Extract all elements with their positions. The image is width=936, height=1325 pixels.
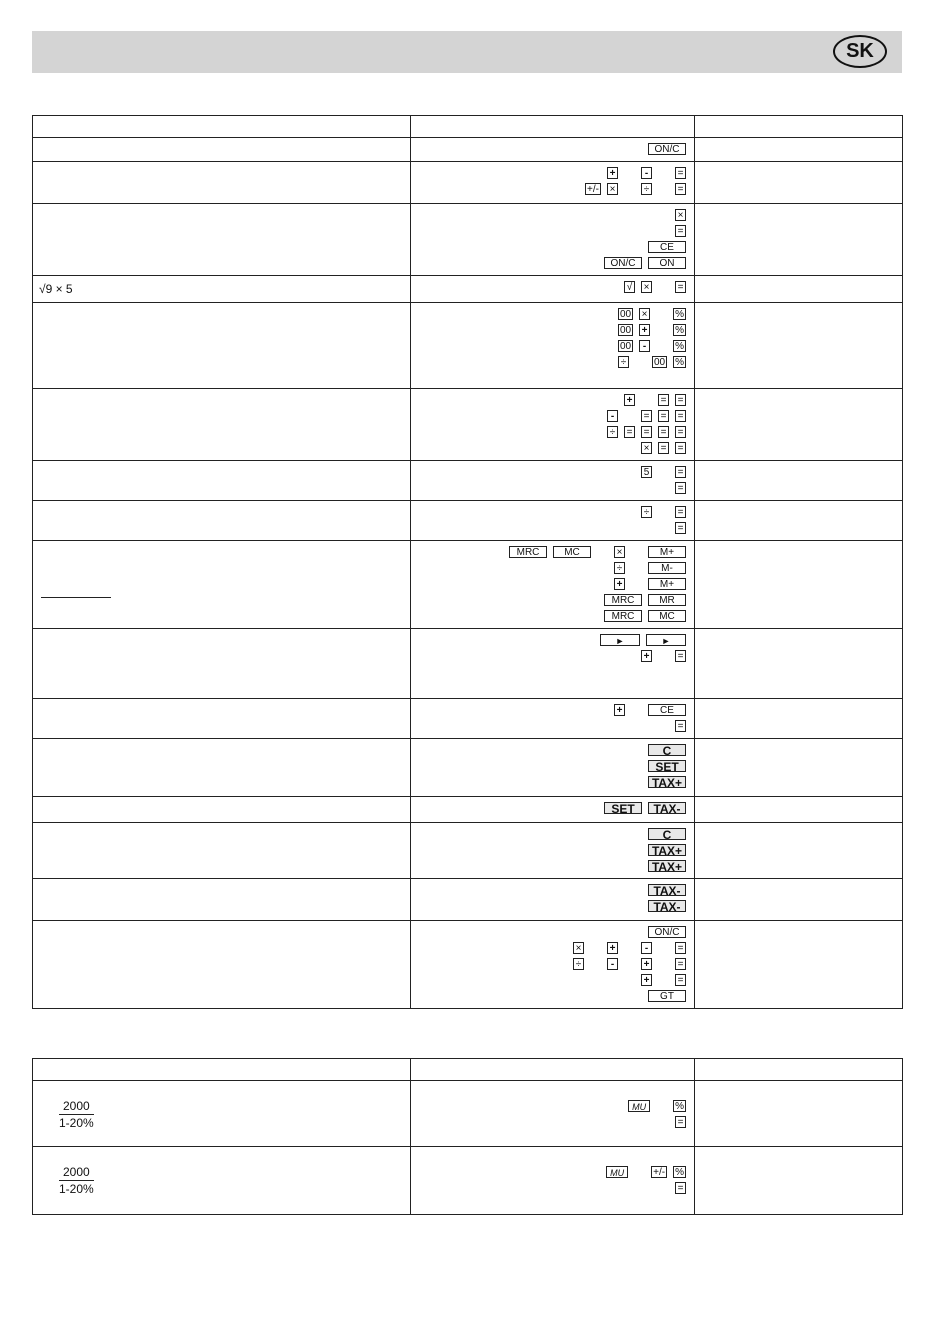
key-row bbox=[675, 1181, 686, 1195]
display-cell bbox=[695, 116, 903, 138]
table-row bbox=[33, 629, 903, 699]
calculator-key: + bbox=[614, 578, 625, 590]
key-row bbox=[648, 743, 686, 757]
calculator-key: +/- bbox=[587, 184, 599, 195]
calculator-key: MR bbox=[648, 594, 686, 606]
calculator-key: 00 bbox=[619, 325, 632, 336]
table-row bbox=[33, 797, 903, 823]
calculator-key: = bbox=[675, 720, 686, 732]
key-row bbox=[614, 577, 686, 591]
calculator-key: = bbox=[658, 442, 669, 454]
calculator-key: MRC bbox=[604, 594, 642, 606]
calculator-key: - bbox=[641, 942, 652, 954]
key-row bbox=[648, 240, 686, 254]
display-cell bbox=[695, 501, 903, 541]
keystroke-cell bbox=[411, 303, 695, 389]
key-row bbox=[585, 182, 686, 196]
calculator-key: = bbox=[675, 958, 686, 970]
calculator-key: = bbox=[641, 410, 652, 422]
calculator-key: = bbox=[675, 410, 686, 422]
key-sequence bbox=[411, 204, 694, 273]
calculator-key: 00 bbox=[619, 309, 632, 320]
display-cell bbox=[695, 699, 903, 739]
operation-cell bbox=[33, 823, 411, 879]
table-row bbox=[33, 116, 903, 138]
operation-cell bbox=[33, 276, 411, 303]
calculator-key: ON/C bbox=[648, 926, 686, 938]
table-row bbox=[33, 303, 903, 389]
operation-cell bbox=[33, 541, 411, 629]
underline-mark bbox=[41, 597, 111, 598]
key-row bbox=[604, 256, 686, 270]
table-row bbox=[33, 501, 903, 541]
calculator-key: - bbox=[607, 958, 618, 970]
key-row bbox=[604, 593, 686, 607]
key-row bbox=[675, 1115, 686, 1129]
calculator-key: % bbox=[675, 357, 684, 368]
calculator-key: = bbox=[675, 650, 686, 662]
calculator-key: + bbox=[607, 167, 618, 179]
table-row bbox=[33, 276, 903, 303]
calculator-key: TAX+ bbox=[648, 844, 686, 856]
key-sequence bbox=[411, 276, 694, 297]
calculator-key: + bbox=[641, 974, 652, 986]
display-cell bbox=[695, 276, 903, 303]
calculator-key: ► bbox=[600, 634, 640, 646]
keystroke-cell bbox=[411, 699, 695, 739]
display-cell bbox=[695, 1147, 903, 1215]
keystroke-cell bbox=[411, 797, 695, 823]
operation-cell bbox=[33, 138, 411, 162]
key-sequence bbox=[411, 116, 694, 123]
calculator-key: M- bbox=[648, 562, 686, 574]
calculator-key: = bbox=[675, 466, 686, 478]
calculator-key: MC bbox=[648, 610, 686, 622]
key-row bbox=[618, 307, 686, 321]
key-row bbox=[648, 899, 686, 913]
key-sequence bbox=[411, 921, 694, 1006]
display-cell bbox=[695, 629, 903, 699]
calculator-key: + bbox=[641, 650, 652, 662]
calculator-key: MRC bbox=[604, 610, 642, 622]
key-row bbox=[624, 280, 686, 294]
calculator-key: ON/C bbox=[648, 143, 686, 155]
calculator-key: × bbox=[641, 442, 652, 454]
calculator-key: = bbox=[658, 410, 669, 422]
display-cell bbox=[695, 739, 903, 797]
table-row bbox=[33, 739, 903, 797]
key-row bbox=[624, 393, 686, 407]
operation-cell bbox=[33, 461, 411, 501]
calculator-key: M+ bbox=[648, 578, 686, 590]
operation-cell bbox=[33, 1147, 411, 1215]
table-row bbox=[33, 204, 903, 276]
key-row bbox=[675, 481, 686, 495]
calculator-key: 5 bbox=[641, 466, 652, 478]
calculator-key: M+ bbox=[648, 546, 686, 558]
calculator-key: 00 bbox=[619, 341, 632, 352]
key-sequence bbox=[411, 699, 694, 736]
key-sequence bbox=[411, 541, 694, 626]
key-sequence bbox=[411, 797, 694, 818]
calculator-key: MU bbox=[606, 1166, 628, 1178]
operation-cell bbox=[33, 629, 411, 699]
calculator-key: TAX- bbox=[648, 884, 686, 896]
calculator-key: = bbox=[658, 394, 669, 406]
calculator-key: ÷ bbox=[614, 562, 625, 574]
key-row bbox=[641, 505, 686, 519]
keystroke-cell bbox=[411, 1147, 695, 1215]
key-sequence bbox=[411, 461, 694, 498]
key-row bbox=[604, 609, 686, 623]
table-row bbox=[33, 389, 903, 461]
key-row bbox=[675, 521, 686, 535]
calculator-key: ON/C bbox=[604, 257, 642, 269]
display-cell bbox=[695, 797, 903, 823]
key-sequence bbox=[411, 739, 694, 792]
key-row bbox=[648, 843, 686, 857]
key-row bbox=[600, 633, 686, 647]
key-row bbox=[648, 859, 686, 873]
key-row bbox=[648, 142, 686, 156]
keystroke-cell bbox=[411, 138, 695, 162]
calculator-key: = bbox=[641, 426, 652, 438]
calculator-key: C bbox=[648, 828, 686, 840]
calculator-key: = bbox=[675, 394, 686, 406]
key-row bbox=[607, 425, 686, 439]
calculator-key: CE bbox=[648, 704, 686, 716]
table-row bbox=[33, 1059, 903, 1081]
calculator-key: SET bbox=[648, 760, 686, 772]
calculator-key: = bbox=[675, 442, 686, 454]
calculator-key: - bbox=[639, 340, 650, 352]
operation-cell bbox=[33, 1081, 411, 1147]
table-row bbox=[33, 699, 903, 739]
calculator-key: = bbox=[675, 281, 686, 293]
keystroke-cell bbox=[411, 501, 695, 541]
operation-label: √9 × 5 bbox=[39, 282, 73, 296]
table-row bbox=[33, 1147, 903, 1215]
table-row bbox=[33, 138, 903, 162]
key-row bbox=[573, 957, 686, 971]
calculator-key: = bbox=[675, 1116, 686, 1128]
calculator-key: × bbox=[639, 308, 650, 320]
key-row bbox=[618, 339, 686, 353]
fraction-numerator: 2000 bbox=[59, 1165, 94, 1181]
keystroke-cell bbox=[411, 739, 695, 797]
key-row bbox=[614, 703, 686, 717]
operation-cell bbox=[33, 501, 411, 541]
calculator-key: = bbox=[675, 225, 686, 237]
calculator-key: ► bbox=[646, 634, 686, 646]
table-row bbox=[33, 823, 903, 879]
keystroke-cell bbox=[411, 461, 695, 501]
key-sequence bbox=[411, 1081, 694, 1132]
calculator-key: % bbox=[675, 309, 684, 320]
key-sequence bbox=[411, 501, 694, 538]
calculator-key: - bbox=[607, 410, 618, 422]
calculator-key: MU bbox=[628, 1100, 650, 1112]
operation-cell bbox=[33, 204, 411, 276]
calculator-key: = bbox=[658, 426, 669, 438]
key-row bbox=[607, 166, 686, 180]
key-row bbox=[606, 1165, 686, 1179]
key-sequence bbox=[411, 303, 694, 372]
key-row bbox=[641, 441, 686, 455]
operation-cell bbox=[33, 162, 411, 204]
table-row bbox=[33, 1081, 903, 1147]
key-row bbox=[675, 224, 686, 238]
key-sequence bbox=[411, 629, 694, 666]
operation-cell bbox=[33, 921, 411, 1009]
calculator-key: +/- bbox=[653, 1167, 666, 1178]
calculator-key: × bbox=[614, 546, 625, 558]
calculator-key: TAX- bbox=[648, 802, 686, 814]
key-row bbox=[628, 1099, 686, 1113]
calculator-key: = bbox=[675, 942, 686, 954]
operation-cell bbox=[33, 797, 411, 823]
display-cell bbox=[695, 879, 903, 921]
header-bar bbox=[32, 31, 902, 73]
fraction-denominator: 1-20% bbox=[59, 1182, 94, 1196]
key-row bbox=[648, 883, 686, 897]
calculator-key: GT bbox=[648, 990, 686, 1002]
display-cell bbox=[695, 461, 903, 501]
calculator-key: + bbox=[639, 324, 650, 336]
table-row bbox=[33, 461, 903, 501]
calculator-key: SET bbox=[604, 802, 642, 814]
key-row bbox=[648, 759, 686, 773]
key-row bbox=[675, 719, 686, 733]
keystroke-cell bbox=[411, 541, 695, 629]
key-row bbox=[618, 323, 686, 337]
display-cell bbox=[695, 389, 903, 461]
key-row bbox=[648, 775, 686, 789]
key-sequence bbox=[411, 879, 694, 916]
operation-cell bbox=[33, 1059, 411, 1081]
language-badge: SK bbox=[833, 35, 887, 68]
keystroke-cell bbox=[411, 204, 695, 276]
calculator-key: = bbox=[675, 1182, 686, 1194]
keystroke-cell bbox=[411, 1081, 695, 1147]
operation-cell bbox=[33, 699, 411, 739]
key-row bbox=[641, 973, 686, 987]
calculator-key: ON bbox=[648, 257, 686, 269]
keystroke-cell bbox=[411, 879, 695, 921]
calculator-key: CE bbox=[648, 241, 686, 253]
keystroke-cell bbox=[411, 921, 695, 1009]
calculator-key: = bbox=[675, 183, 686, 195]
calculator-key: + bbox=[624, 394, 635, 406]
calculator-key: + bbox=[607, 942, 618, 954]
operations-table bbox=[32, 115, 903, 1009]
display-cell bbox=[695, 303, 903, 389]
keystroke-cell bbox=[411, 629, 695, 699]
operation-cell bbox=[33, 116, 411, 138]
calculator-key: C bbox=[648, 744, 686, 756]
fraction-numerator: 2000 bbox=[59, 1099, 94, 1115]
calculator-key: % bbox=[675, 1101, 684, 1112]
calculator-key: √ bbox=[624, 281, 635, 293]
calculator-key: % bbox=[675, 1167, 684, 1178]
keystroke-cell bbox=[411, 1059, 695, 1081]
calculator-key: + bbox=[641, 958, 652, 970]
display-cell bbox=[695, 1081, 903, 1147]
key-sequence bbox=[411, 162, 694, 199]
key-sequence bbox=[411, 389, 694, 458]
display-cell bbox=[695, 1059, 903, 1081]
calculator-key: MRC bbox=[509, 546, 547, 558]
calculator-key: = bbox=[675, 167, 686, 179]
calculator-key: × bbox=[607, 183, 618, 195]
key-sequence bbox=[411, 823, 694, 876]
operation-cell bbox=[33, 739, 411, 797]
calculator-key: × bbox=[573, 942, 584, 954]
calculator-key: = bbox=[675, 974, 686, 986]
calculator-key: = bbox=[675, 482, 686, 494]
calculator-key: - bbox=[641, 167, 652, 179]
markup-table bbox=[32, 1058, 903, 1215]
table-row bbox=[33, 541, 903, 629]
operation-cell bbox=[33, 303, 411, 389]
keystroke-cell bbox=[411, 116, 695, 138]
key-sequence bbox=[411, 1147, 694, 1198]
operation-cell bbox=[33, 879, 411, 921]
display-cell bbox=[695, 138, 903, 162]
key-row bbox=[675, 208, 686, 222]
calculator-key: + bbox=[614, 704, 625, 716]
key-row bbox=[641, 649, 686, 663]
key-row bbox=[607, 409, 686, 423]
fraction bbox=[33, 1081, 94, 1130]
calculator-key: TAX+ bbox=[648, 776, 686, 788]
calculator-key: = bbox=[675, 506, 686, 518]
key-row bbox=[648, 827, 686, 841]
calculator-key: % bbox=[675, 325, 684, 336]
operation-cell bbox=[33, 389, 411, 461]
keystroke-cell bbox=[411, 276, 695, 303]
table-row bbox=[33, 879, 903, 921]
fraction bbox=[33, 1147, 94, 1196]
calculator-key: = bbox=[675, 522, 686, 534]
calculator-key: MC bbox=[553, 546, 591, 558]
display-cell bbox=[695, 541, 903, 629]
keystroke-cell bbox=[411, 162, 695, 204]
key-row bbox=[614, 561, 686, 575]
calculator-key: TAX+ bbox=[648, 860, 686, 872]
key-row bbox=[573, 941, 686, 955]
calculator-key: % bbox=[675, 341, 684, 352]
key-row bbox=[604, 801, 686, 815]
calculator-key: TAX- bbox=[648, 900, 686, 912]
calculator-key: ÷ bbox=[641, 183, 652, 195]
calculator-key: ÷ bbox=[641, 506, 652, 518]
keystroke-cell bbox=[411, 389, 695, 461]
calculator-key: 00 bbox=[653, 357, 666, 368]
key-row bbox=[648, 925, 686, 939]
display-cell bbox=[695, 162, 903, 204]
calculator-key: ÷ bbox=[573, 958, 584, 970]
display-cell bbox=[695, 204, 903, 276]
key-row bbox=[509, 545, 686, 559]
calculator-key: = bbox=[624, 426, 635, 438]
calculator-key: × bbox=[675, 209, 686, 221]
table-row bbox=[33, 162, 903, 204]
keystroke-cell bbox=[411, 823, 695, 879]
calculator-key: ÷ bbox=[607, 426, 618, 438]
display-cell bbox=[695, 921, 903, 1009]
calculator-key: ÷ bbox=[618, 356, 629, 368]
key-sequence bbox=[411, 138, 694, 159]
fraction-denominator: 1-20% bbox=[59, 1116, 94, 1130]
display-cell bbox=[695, 823, 903, 879]
calculator-key: × bbox=[641, 281, 652, 293]
table-row bbox=[33, 921, 903, 1009]
key-row bbox=[618, 355, 686, 369]
key-row bbox=[641, 465, 686, 479]
calculator-key: = bbox=[675, 426, 686, 438]
key-row bbox=[648, 989, 686, 1003]
